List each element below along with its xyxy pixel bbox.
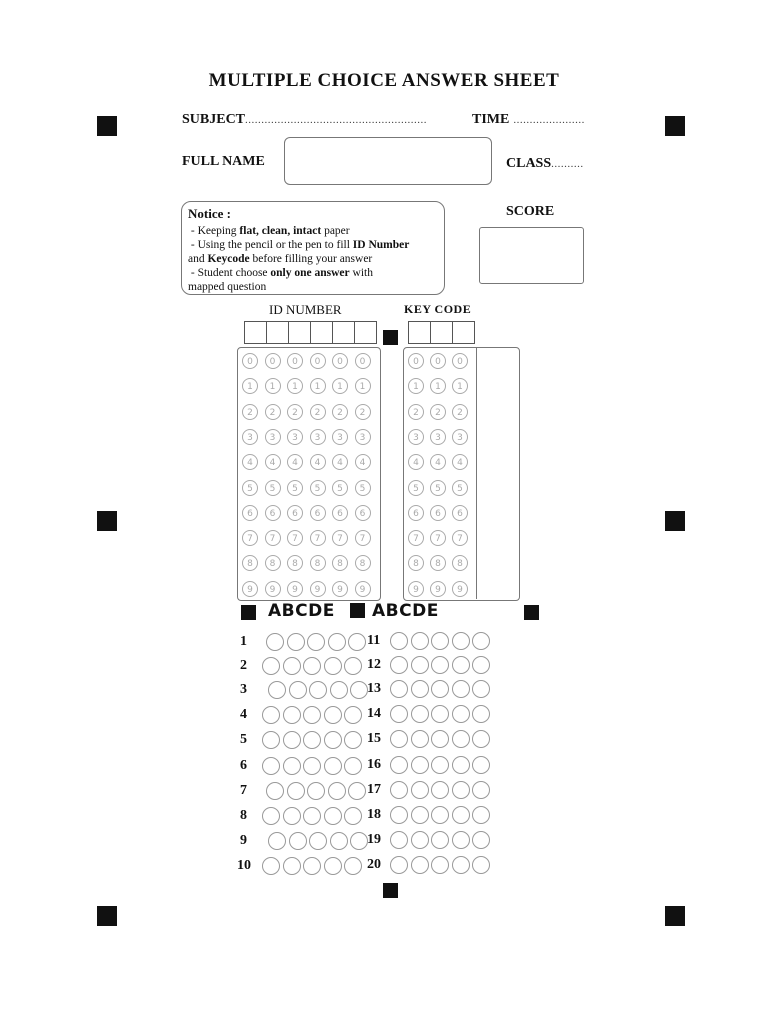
digit-bubble[interactable]: 4 — [452, 454, 468, 470]
answer-bubble-b[interactable] — [283, 706, 301, 724]
digit-bubble[interactable]: 3 — [265, 429, 281, 445]
digit-bubble[interactable]: 3 — [355, 429, 371, 445]
answer-bubble-b[interactable] — [283, 657, 301, 675]
digit-bubble[interactable]: 6 — [355, 505, 371, 521]
digit-bubble[interactable]: 1 — [355, 378, 371, 394]
question-number: 10 — [237, 858, 251, 873]
answer-bubble-d[interactable] — [452, 705, 470, 723]
answer-bubble-d[interactable] — [324, 657, 342, 675]
key-code-label: KEY CODE — [404, 302, 472, 316]
answer-bubble-c[interactable] — [303, 757, 321, 775]
digit-bubble[interactable]: 9 — [310, 581, 326, 597]
answer-bubble-e[interactable] — [472, 756, 490, 774]
answer-bubble-d[interactable] — [452, 831, 470, 849]
class-row — [506, 154, 584, 172]
answer-bubble-d[interactable] — [452, 680, 470, 698]
id-cell[interactable] — [310, 321, 333, 344]
answer-bubble-b[interactable] — [411, 632, 429, 650]
digit-bubble[interactable]: 5 — [287, 480, 303, 496]
digit-bubble[interactable]: 9 — [430, 581, 446, 597]
answer-bubble-b[interactable] — [283, 757, 301, 775]
answer-bubble-e[interactable] — [472, 781, 490, 799]
digit-bubble[interactable]: 2 — [452, 404, 468, 420]
answer-bubble-d[interactable] — [330, 832, 348, 850]
answer-bubble-e[interactable] — [472, 806, 490, 824]
digit-bubble[interactable]: 1 — [242, 378, 258, 394]
answer-bubble-b[interactable] — [411, 856, 429, 874]
answer-bubble-c[interactable] — [431, 656, 449, 674]
answer-bubble-c[interactable] — [431, 705, 449, 723]
question-number: 17 — [367, 782, 381, 797]
answer-bubble-c[interactable] — [431, 680, 449, 698]
answer-bubble-b[interactable] — [411, 806, 429, 824]
digit-bubble[interactable]: 4 — [242, 454, 258, 470]
answer-bubble-e[interactable] — [350, 681, 368, 699]
digit-bubble[interactable]: 1 — [430, 378, 446, 394]
answer-bubble-c[interactable] — [303, 706, 321, 724]
answer-bubble-a[interactable] — [262, 757, 280, 775]
question-number: 16 — [367, 757, 381, 772]
answer-bubble-d[interactable] — [324, 731, 342, 749]
notice-line-4: - Student choose only one answer with — [190, 267, 373, 279]
digit-bubble[interactable]: 7 — [332, 530, 348, 546]
digit-bubble[interactable]: 5 — [332, 480, 348, 496]
digit-bubble[interactable]: 4 — [430, 454, 446, 470]
answer-bubble-c[interactable] — [431, 806, 449, 824]
id-cell[interactable] — [266, 321, 289, 344]
question-number: 11 — [367, 633, 381, 648]
answer-bubble-b[interactable] — [411, 730, 429, 748]
registration-mark-mid-left — [97, 511, 117, 531]
id-cell[interactable] — [332, 321, 355, 344]
digit-bubble[interactable]: 9 — [408, 581, 424, 597]
digit-bubble[interactable]: 8 — [265, 555, 281, 571]
digit-bubble[interactable]: 1 — [332, 378, 348, 394]
digit-bubble[interactable]: 5 — [452, 480, 468, 496]
score-label: SCORE — [506, 204, 555, 219]
digit-bubble[interactable]: 6 — [265, 505, 281, 521]
answer-bubble-e[interactable] — [344, 731, 362, 749]
id-cell[interactable] — [354, 321, 377, 344]
registration-mark-bottom-left — [97, 906, 117, 926]
answer-bubble-c[interactable] — [307, 782, 325, 800]
answer-bubble-b[interactable] — [411, 831, 429, 849]
digit-bubble[interactable]: 8 — [355, 555, 371, 571]
answer-bubble-d[interactable] — [452, 806, 470, 824]
answer-bubble-a[interactable] — [266, 633, 284, 651]
registration-mark-answers-left — [241, 605, 256, 620]
answer-bubble-e[interactable] — [344, 857, 362, 875]
answer-bubble-a[interactable] — [390, 831, 408, 849]
answer-bubble-a[interactable] — [390, 705, 408, 723]
registration-mark-answers-right — [524, 605, 539, 620]
id-cell[interactable] — [288, 321, 311, 344]
answer-bubble-e[interactable] — [472, 831, 490, 849]
answer-bubble-d[interactable] — [452, 656, 470, 674]
answer-bubble-e[interactable] — [348, 633, 366, 651]
key-code-grid — [403, 347, 520, 601]
answer-bubble-b[interactable] — [287, 633, 305, 651]
digit-bubble[interactable]: 6 — [332, 505, 348, 521]
answer-bubble-a[interactable] — [262, 807, 280, 825]
answer-bubble-c[interactable] — [431, 632, 449, 650]
answer-bubble-b[interactable] — [411, 756, 429, 774]
digit-bubble[interactable]: 6 — [452, 505, 468, 521]
answer-bubble-b[interactable] — [289, 681, 307, 699]
digit-bubble[interactable]: 3 — [452, 429, 468, 445]
answer-bubble-e[interactable] — [472, 632, 490, 650]
answer-bubble-c[interactable] — [303, 731, 321, 749]
notice-line-2: - Using the pencil or the pen to fill ID Number — [190, 239, 410, 251]
digit-bubble[interactable]: 8 — [408, 555, 424, 571]
digit-bubble[interactable]: 8 — [332, 555, 348, 571]
digit-bubble[interactable]: 0 — [332, 353, 348, 369]
answer-bubble-e[interactable] — [472, 680, 490, 698]
digit-bubble[interactable]: 4 — [287, 454, 303, 470]
answer-bubble-b[interactable] — [283, 857, 301, 875]
answer-bubble-c[interactable] — [303, 657, 321, 675]
digit-bubble[interactable]: 0 — [452, 353, 468, 369]
answer-bubble-d[interactable] — [452, 856, 470, 874]
digit-bubble[interactable]: 3 — [310, 429, 326, 445]
digit-bubble[interactable]: 2 — [408, 404, 424, 420]
notice-title: Notice : — [188, 206, 231, 221]
key-cell[interactable] — [430, 321, 453, 344]
notice-line-3: and Keycode before filling your answer — [188, 253, 373, 265]
digit-bubble[interactable]: 4 — [408, 454, 424, 470]
question-number: 5 — [240, 732, 247, 747]
answer-bubble-a[interactable] — [262, 857, 280, 875]
answer-bubble-e[interactable] — [350, 832, 368, 850]
digit-bubble[interactable]: 1 — [452, 378, 468, 394]
question-number: 1 — [240, 634, 247, 649]
digit-bubble[interactable]: 8 — [242, 555, 258, 571]
digit-bubble[interactable]: 2 — [242, 404, 258, 420]
answer-bubble-e[interactable] — [472, 705, 490, 723]
answer-bubble-c[interactable] — [431, 781, 449, 799]
answer-bubble-a[interactable] — [390, 806, 408, 824]
digit-bubble[interactable]: 5 — [310, 480, 326, 496]
answer-bubble-a[interactable] — [262, 657, 280, 675]
subject-row — [182, 110, 427, 128]
answer-bubble-b[interactable] — [287, 782, 305, 800]
id-cell[interactable] — [244, 321, 267, 344]
question-number: 2 — [240, 658, 247, 673]
question-number: 8 — [240, 808, 247, 823]
digit-bubble[interactable]: 0 — [408, 353, 424, 369]
answer-bubble-b[interactable] — [411, 680, 429, 698]
answer-bubble-a[interactable] — [390, 781, 408, 799]
digit-bubble[interactable]: 2 — [310, 404, 326, 420]
answer-bubble-d[interactable] — [324, 757, 342, 775]
subject-label: SUBJECT — [182, 112, 246, 127]
digit-bubble[interactable]: 9 — [287, 581, 303, 597]
question-number: 14 — [367, 706, 381, 721]
digit-bubble[interactable]: 5 — [265, 480, 281, 496]
answer-bubble-a[interactable] — [262, 706, 280, 724]
digit-bubble[interactable]: 6 — [287, 505, 303, 521]
key-code-cells — [409, 321, 475, 344]
answer-bubble-d[interactable] — [452, 781, 470, 799]
id-number-cells — [245, 321, 377, 344]
question-number: 3 — [240, 682, 247, 697]
digit-bubble[interactable]: 7 — [452, 530, 468, 546]
question-number: 13 — [367, 681, 381, 696]
digit-bubble[interactable]: 4 — [355, 454, 371, 470]
answer-bubble-b[interactable] — [283, 731, 301, 749]
digit-bubble[interactable]: 3 — [242, 429, 258, 445]
answer-bubble-a[interactable] — [266, 782, 284, 800]
class-label: CLASS — [506, 156, 552, 171]
digit-bubble[interactable]: 9 — [242, 581, 258, 597]
answer-bubble-a[interactable] — [390, 656, 408, 674]
digit-bubble[interactable]: 3 — [332, 429, 348, 445]
digit-bubble[interactable]: 0 — [287, 353, 303, 369]
digit-bubble[interactable]: 0 — [242, 353, 258, 369]
time-row — [472, 110, 585, 128]
answer-bubble-d[interactable] — [452, 632, 470, 650]
digit-bubble[interactable]: 0 — [265, 353, 281, 369]
answer-bubble-a[interactable] — [390, 680, 408, 698]
full-name-label: FULL NAME — [182, 154, 265, 169]
digit-bubble[interactable]: 4 — [310, 454, 326, 470]
registration-mark-answers-mid — [350, 603, 365, 618]
page-title: MULTIPLE CHOICE ANSWER SHEET — [208, 70, 560, 91]
answer-bubble-e[interactable] — [472, 730, 490, 748]
answer-bubble-e[interactable] — [472, 656, 490, 674]
answer-bubble-c[interactable] — [309, 832, 327, 850]
registration-mark-mid-right — [665, 511, 685, 531]
id-number-label: ID NUMBER — [269, 302, 342, 317]
digit-bubble[interactable]: 9 — [452, 581, 468, 597]
question-number: 18 — [367, 807, 381, 822]
digit-bubble[interactable]: 7 — [265, 530, 281, 546]
digit-bubble[interactable]: 4 — [265, 454, 281, 470]
answer-bubble-a[interactable] — [262, 731, 280, 749]
digit-bubble[interactable]: 2 — [355, 404, 371, 420]
digit-bubble[interactable]: 6 — [310, 505, 326, 521]
full-name-box[interactable] — [284, 137, 492, 185]
registration-mark-top-right — [665, 116, 685, 136]
question-number: 4 — [240, 707, 247, 722]
digit-bubble[interactable]: 2 — [287, 404, 303, 420]
answer-bubble-a[interactable] — [390, 730, 408, 748]
registration-mark-bottom-center — [383, 883, 398, 898]
answer-bubble-e[interactable] — [344, 757, 362, 775]
score-box — [479, 227, 584, 284]
digit-bubble[interactable]: 2 — [332, 404, 348, 420]
digit-bubble[interactable]: 1 — [287, 378, 303, 394]
answer-bubble-b[interactable] — [411, 781, 429, 799]
key-cell[interactable] — [452, 321, 475, 344]
digit-bubble[interactable]: 3 — [408, 429, 424, 445]
digit-bubble[interactable]: 5 — [408, 480, 424, 496]
answer-bubble-e[interactable] — [348, 782, 366, 800]
digit-bubble[interactable]: 3 — [287, 429, 303, 445]
answer-bubble-d[interactable] — [328, 782, 346, 800]
answer-bubble-b[interactable] — [411, 705, 429, 723]
answer-bubble-c[interactable] — [307, 633, 325, 651]
digit-bubble[interactable]: 6 — [242, 505, 258, 521]
time-field[interactable]: ...................... — [513, 114, 585, 126]
subject-field[interactable]: ........................................................ — [245, 114, 428, 126]
answer-bubble-e[interactable] — [344, 706, 362, 724]
digit-bubble[interactable]: 2 — [265, 404, 281, 420]
digit-bubble[interactable]: 5 — [242, 480, 258, 496]
answer-bubble-a[interactable] — [390, 756, 408, 774]
answer-bubble-e[interactable] — [344, 657, 362, 675]
question-number: 9 — [240, 833, 247, 848]
digit-bubble[interactable]: 9 — [355, 581, 371, 597]
answer-bubble-d[interactable] — [452, 756, 470, 774]
answer-header-left: ABCDE — [268, 601, 335, 621]
notice-line-5: mapped question — [188, 281, 267, 293]
digit-bubble[interactable]: 7 — [355, 530, 371, 546]
key-cell[interactable] — [408, 321, 431, 344]
digit-bubble[interactable]: 8 — [310, 555, 326, 571]
id-number-grid — [237, 347, 381, 601]
time-label: TIME — [472, 112, 510, 127]
digit-bubble[interactable]: 7 — [310, 530, 326, 546]
class-field[interactable]: .......... — [551, 158, 584, 170]
registration-mark-bottom-right — [665, 906, 685, 926]
digit-bubble[interactable]: 5 — [355, 480, 371, 496]
digit-bubble[interactable]: 1 — [265, 378, 281, 394]
key-code-divider — [476, 348, 477, 599]
question-number: 6 — [240, 758, 247, 773]
answer-bubble-d[interactable] — [324, 857, 342, 875]
question-number: 20 — [367, 857, 381, 872]
notice-line-1: - Keeping flat, clean, intact paper — [190, 225, 350, 237]
question-number: 12 — [367, 657, 381, 672]
digit-bubble[interactable]: 6 — [408, 505, 424, 521]
notice-box — [181, 201, 445, 295]
answer-bubble-a[interactable] — [268, 832, 286, 850]
answer-bubble-c[interactable] — [431, 756, 449, 774]
answer-bubble-b[interactable] — [411, 656, 429, 674]
digit-bubble[interactable]: 3 — [430, 429, 446, 445]
digit-bubble[interactable]: 1 — [408, 378, 424, 394]
digit-bubble[interactable]: 7 — [408, 530, 424, 546]
answer-bubble-e[interactable] — [344, 807, 362, 825]
digit-bubble[interactable]: 2 — [430, 404, 446, 420]
digit-bubble[interactable]: 5 — [430, 480, 446, 496]
digit-bubble[interactable]: 9 — [265, 581, 281, 597]
registration-mark-center-top — [383, 330, 398, 345]
digit-bubble[interactable]: 7 — [242, 530, 258, 546]
question-number: 19 — [367, 832, 381, 847]
digit-bubble[interactable]: 1 — [310, 378, 326, 394]
answer-bubble-c[interactable] — [431, 831, 449, 849]
answer-bubble-c[interactable] — [431, 730, 449, 748]
answer-bubble-d[interactable] — [328, 633, 346, 651]
digit-bubble[interactable]: 6 — [430, 505, 446, 521]
answer-bubble-a[interactable] — [390, 632, 408, 650]
digit-bubble[interactable]: 7 — [287, 530, 303, 546]
answer-bubble-b[interactable] — [283, 807, 301, 825]
digit-bubble[interactable]: 4 — [332, 454, 348, 470]
registration-mark-top-left — [97, 116, 117, 136]
answer-header-right: ABCDE — [372, 601, 439, 621]
question-number: 7 — [240, 783, 247, 798]
answer-bubble-c[interactable] — [431, 856, 449, 874]
answer-bubble-d[interactable] — [324, 706, 342, 724]
answer-bubble-e[interactable] — [472, 856, 490, 874]
digit-bubble[interactable]: 9 — [332, 581, 348, 597]
answer-bubble-d[interactable] — [452, 730, 470, 748]
digit-bubble[interactable]: 0 — [310, 353, 326, 369]
answer-bubble-c[interactable] — [309, 681, 327, 699]
digit-bubble[interactable]: 7 — [430, 530, 446, 546]
digit-bubble[interactable]: 8 — [287, 555, 303, 571]
answer-bubble-a[interactable] — [268, 681, 286, 699]
answer-bubble-d[interactable] — [324, 807, 342, 825]
digit-bubble[interactable]: 8 — [430, 555, 446, 571]
answer-bubble-d[interactable] — [330, 681, 348, 699]
digit-bubble[interactable]: 0 — [355, 353, 371, 369]
answer-bubble-c[interactable] — [303, 857, 321, 875]
question-number: 15 — [367, 731, 381, 746]
answer-bubble-a[interactable] — [390, 856, 408, 874]
digit-bubble[interactable]: 8 — [452, 555, 468, 571]
answer-bubble-c[interactable] — [303, 807, 321, 825]
digit-bubble[interactable]: 0 — [430, 353, 446, 369]
answer-bubble-b[interactable] — [289, 832, 307, 850]
